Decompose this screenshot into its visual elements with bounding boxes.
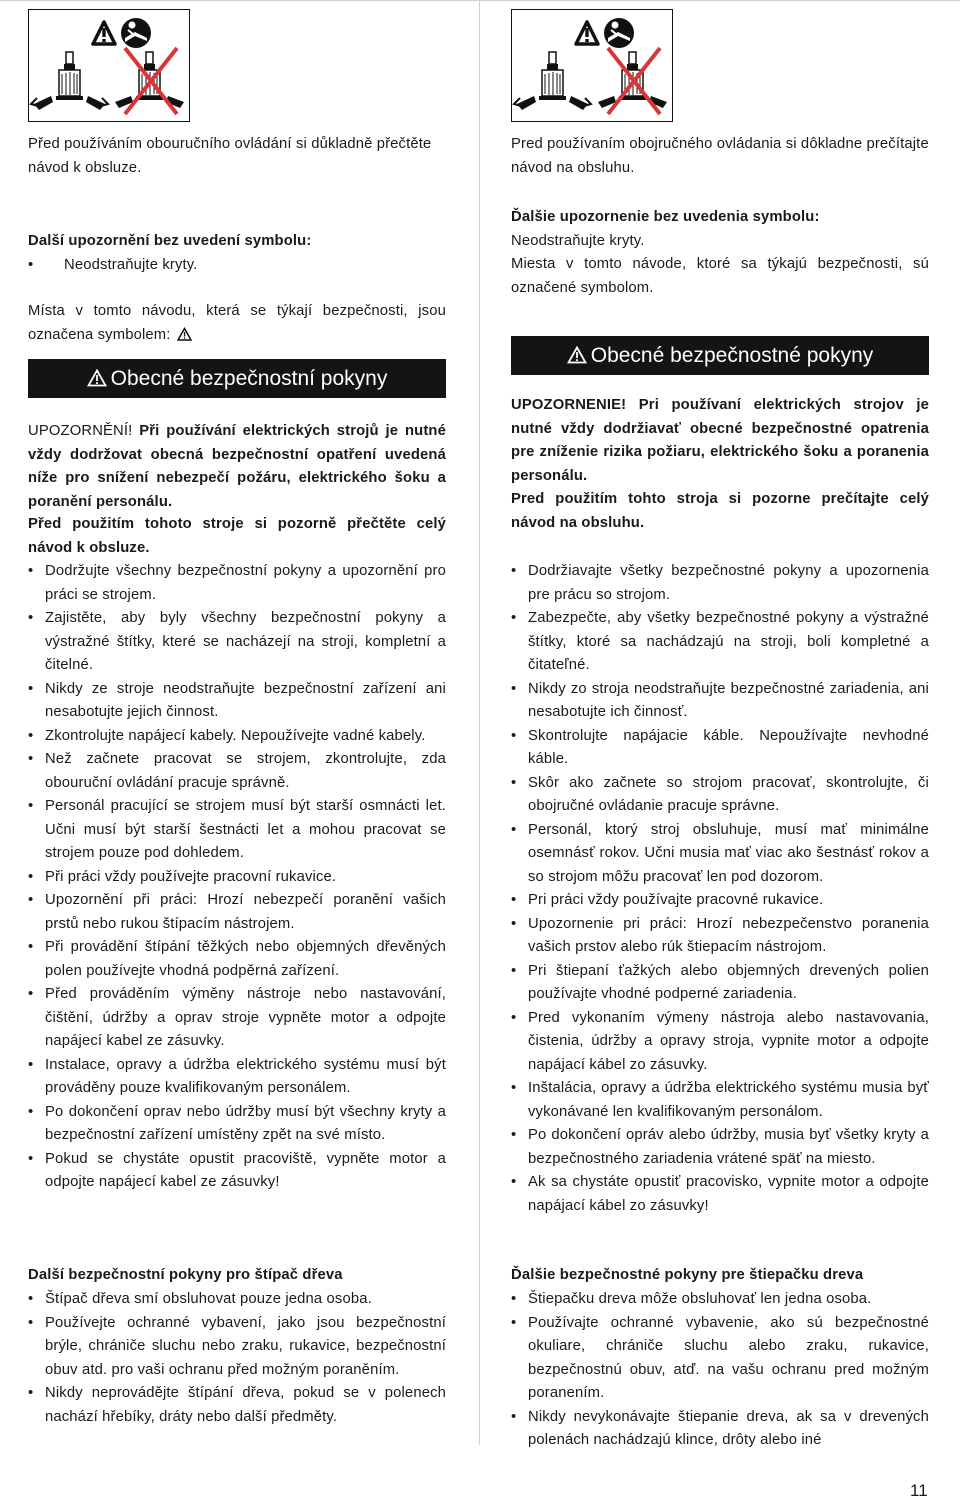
list-item: • Před prováděním výměny nástroje nebo nastavování, čištění, údržby a oprav stroje vypněte motor a odpojte napájecí kabel ze zásuvky. (28, 983, 446, 1054)
read-manual-text: Pred použitím tohto stroja si pozorne prečítajte celý návod na obsluhu. (511, 491, 929, 531)
warning-triangle-icon (567, 346, 587, 364)
list-item: • Po dokončení opráv alebo údržby, musia byť všetky kryty a bezpečnostného zariadenia vrátené späť na miesto. (511, 1124, 929, 1171)
list-item: • Zkontrolujte napájecí kabely. Nepoužívejte vadné kabely. (28, 725, 446, 749)
intro-text: Před používáním obouručního ovládání si důkladně přečtěte návod k obsluze. (28, 136, 432, 176)
list-item: • Pri práci vždy používajte pracovné rukavice. (511, 889, 929, 913)
list-item: • Používajte ochranné vybavenie, ako sú bezpečnostné okuliare, chrániče sluchu alebo zraku, rukavice, bezpečnostnú obuv, atď. na vašu ochranu pred možným poranením. (511, 1312, 929, 1406)
list-item: • Pokud se chystáte opustit pracoviště, vypněte motor a odpojte napájecí kabel ze zásuvky! (28, 1148, 446, 1195)
list-item: • Ak sa chystáte opustiť pracovisko, vypnite motor a odpojte napájací kábel zo zásuvky! (511, 1171, 929, 1218)
list-item: • Pri štiepaní ťažkých alebo objemných drevených polien používajte vhodné podperné zariadenia. (511, 960, 929, 1007)
safety-symbol-box (28, 9, 190, 122)
list-item: • Při práci vždy používejte pracovní rukavice. (28, 866, 446, 890)
warning-triangle-icon (576, 22, 598, 44)
list-item: • Skontrolujte napájacie káble. Nepoužívajte nevhodné káble. (511, 725, 929, 772)
list-item: • Štípač dřeva smí obsluhovat pouze jedna osoba. (28, 1288, 446, 1312)
section-banner: Obecné bezpečnostní pokyny (28, 359, 446, 398)
warning-triangle-icon (93, 22, 115, 44)
safety-pictogram (29, 10, 189, 121)
list-item: • Skôr ako začnete so strojom pracovať, skontrolujte, či obojručné ovládanie pracuje správne. (511, 772, 929, 819)
list-item: • Používejte ochranné vybavení, jako jsou bezpečnostní brýle, chrániče sluchu nebo zraku, rukavice, bezpečnostní obuv atd. pro vaši ochranu před možným poraněním. (28, 1312, 446, 1383)
list-item: • Upozornění při práci: Hrozí nebezpečí poranění vašich prstů nebo rukou štípacím nástrojem. (28, 889, 446, 936)
list-item: • Upozornenie pri práci: Hrozí nebezpečenstvo poranenia vašich prstov alebo rúk štiepacím nástrojom. (511, 913, 929, 960)
column-divider (479, 0, 480, 1445)
list-item: • Nikdy zo stroja neodstraňujte bezpečnostné zariadenia, ani nesabotujte ich činnosť. (511, 678, 929, 725)
extra-safety-list (28, 1288, 446, 1429)
correct-two-hand-icon (514, 52, 591, 110)
symbol-note: Miesta v tomto návode, ktoré sa týkajú bezpečnosti, sú označené symbolom. (511, 256, 929, 296)
list-item: • Neodstraňujte kryty. (28, 254, 446, 278)
list-item: • Při provádění štípání těžkých nebo objemných dřevěných polen používejte vhodná podpěrná zařízení. (28, 936, 446, 983)
list-item: • Zabezpečte, aby všetky bezpečnostné pokyny a výstražné štítky, ktoré sa nachádzajú na stroji, boli kompletné a čitateľné. (511, 607, 929, 678)
warning-paragraph: UPOZORNĚNÍ! Při používání elektrických strojů je nutné vždy dodržovat obecná bezpečnostní opatření uvedená níže pro snížení nebezpečí požáru, elektrického šoku a poranění personálu. (28, 423, 446, 510)
safety-list (511, 560, 929, 1218)
section-banner: Obecné bezpečnostné pokyny (511, 336, 929, 375)
list-item: • Nikdy neprovádějte štípání dřeva, pokud se v polenech nachází hřebíky, dráty nebo další předměty. (28, 1382, 446, 1429)
list-item: • Personál, ktorý stroj obsluhuje, musí mať minimálne osemnásť rokov. Učni musia mať viac ako šestnásť rokov a so strojom môžu pracovať len pod dozorom. (511, 819, 929, 890)
list-item: • Personál pracující se strojem musí být starší osmnácti let. Učni musí být starší šestnácti let a mohou pracovat se strojem pouze pod dohledem. (28, 795, 446, 866)
read-manual-icon (604, 18, 634, 48)
list-item: • Inštalácia, opravy a údržba elektrického systému musia byť vykonávané len kvalifikovaným personálom. (511, 1077, 929, 1124)
extra-safety-title: Další bezpečnostní pokyny pro štípač dřeva (28, 1267, 343, 1283)
list-item: • Dodržujte všechny bezpečnostní pokyny a upozornění pro práci se strojem. (28, 560, 446, 607)
forbidden-one-hand-icon (115, 48, 184, 114)
other-warnings-title: Ďalšie upozornenie bez uvedenia symbolu: (511, 209, 820, 225)
list-item: • Nikdy ze stroje neodstraňujte bezpečnostní zařízení ani nesabotujte jejich činnost. (28, 678, 446, 725)
other-warnings-title: Další upozornění bez uvedení symbolu: (28, 233, 312, 249)
safety-list (28, 560, 446, 1195)
correct-two-hand-icon (31, 52, 108, 110)
safety-pictogram (512, 10, 672, 121)
warning-triangle-icon (87, 369, 107, 387)
warning-label: UPOZORNENIE! (511, 397, 627, 413)
list-item: • Pred vykonaním výmeny nástroja alebo nastavovania, čistenia, údržby a opravy stroja, vypnite motor a odpojte napájací kábel zo zásuvky. (511, 1007, 929, 1078)
warning-triangle-icon (177, 327, 192, 341)
page-number: 11 (910, 1481, 928, 1500)
symbol-note: Místa v tomto návodu, která se týkají bezpečnosti, jsou označena symbolem: (28, 303, 446, 343)
warning-label: UPOZORNĚNÍ! (28, 423, 133, 439)
other-warnings-list (28, 254, 446, 278)
intro-text: Pred používaním obojručného ovládania si dôkladne prečítajte návod na obsluhu. (511, 136, 929, 176)
top-rule (0, 0, 960, 1)
list-item: • Instalace, opravy a údržba elektrického systému musí být prováděny pouze kvalifikovaným personálem. (28, 1054, 446, 1101)
list-item: • Nikdy nevykonávajte štiepanie dreva, ak sa v drevených polenách nachádzajú klince, drôty alebo iné (511, 1406, 929, 1453)
list-item: • Po dokončení oprav nebo údržby musí být všechny kryty a bezpečnostní zařízení umístěny zpět na své místo. (28, 1101, 446, 1148)
forbidden-one-hand-icon (598, 48, 667, 114)
list-item: • Než začnete pracovat se strojem, zkontrolujte, zda obouruční ovládání pracuje správně. (28, 748, 446, 795)
other-warnings-item: Neodstraňujte kryty. (511, 233, 645, 249)
warning-paragraph: UPOZORNENIE! Pri používaní elektrických strojov je nutné vždy dodržiavať obecné bezpečnostné opatrenia pre zníženie rizika požiaru, elektrického šoku a poranenia personálu. (511, 397, 929, 484)
extra-safety-title: Ďalšie bezpečnostné pokyny pre štiepačku dreva (511, 1267, 864, 1283)
extra-safety-list (511, 1288, 929, 1453)
list-item: • Štiepačku dreva môže obsluhovať len jedna osoba. (511, 1288, 929, 1312)
list-item: • Zajistěte, aby byly všechny bezpečnostní pokyny a výstražné štítky, které se nacházejí na stroji, kompletní a čitelné. (28, 607, 446, 678)
read-manual-text: Před použitím tohoto stroje si pozorně přečtěte celý návod k obsluze. (28, 516, 446, 556)
safety-symbol-box (511, 9, 673, 122)
read-manual-icon (121, 18, 151, 48)
list-item: • Dodržiavajte všetky bezpečnostné pokyny a upozornenia pre prácu so strojom. (511, 560, 929, 607)
